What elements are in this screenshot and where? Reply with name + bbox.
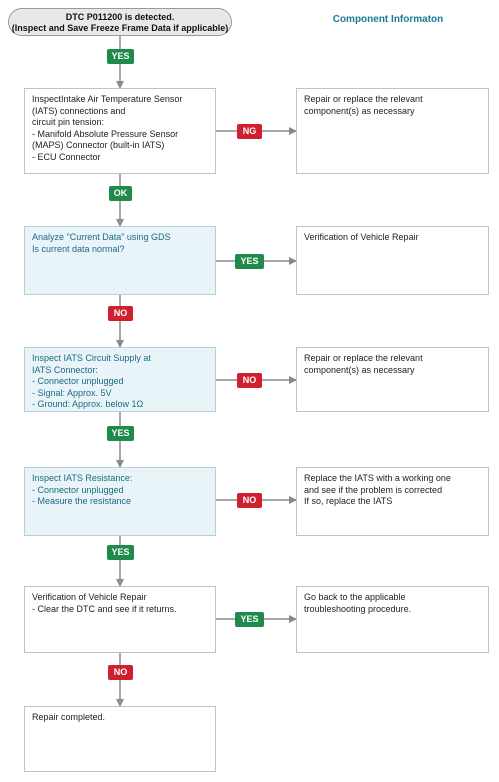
result-line: component(s) as necessary	[304, 105, 415, 116]
result-line: If so, replace the IATS	[304, 496, 393, 506]
result-line: and see if the problem is corrected	[304, 484, 443, 495]
step-line: (IATS) connections and	[32, 105, 126, 116]
step-inspect-resistance	[24, 467, 216, 536]
step-line: (MAPS) Connector (built-in IATS)	[32, 140, 165, 150]
result-line: Replace the IATS with a working one	[304, 473, 451, 483]
step-line: - Ground: Approx. below 1Ω	[32, 399, 144, 409]
step-repair-completed	[24, 706, 216, 772]
result-verification	[296, 226, 489, 295]
result-line: Go back to the applicable	[304, 592, 406, 602]
step-inspect-circuit-supply	[24, 347, 216, 412]
result-line: troubleshooting procedure.	[304, 603, 412, 614]
no-badge: NO	[237, 493, 262, 508]
step-line: InspectIntake Air Temperature Sensor	[32, 94, 183, 104]
result-line: component(s) as necessary	[304, 364, 415, 375]
step-inspect-connections	[24, 88, 216, 174]
no-badge: NO	[108, 306, 133, 321]
step-line: - Measure the resistance	[32, 496, 132, 506]
step-analyze-current-data	[24, 226, 216, 295]
step-line: Inspect IATS Resistance:	[32, 473, 133, 483]
start-line-2: (Inspect and Save Freeze Frame Data if applicable)	[11, 23, 229, 33]
result-repair-components	[296, 88, 489, 174]
yes-badge: YES	[235, 254, 264, 269]
step-line: - Connector unplugged	[32, 376, 124, 386]
step-line: - Clear the DTC and see if it returns.	[32, 603, 177, 614]
step-line: Repair completed.	[32, 712, 106, 722]
result-line: Repair or replace the relevant	[304, 353, 423, 363]
no-badge: NO	[237, 373, 262, 388]
step-line: Analyze "Current Data" using GDS	[32, 232, 171, 242]
step-line: - ECU Connector	[32, 151, 101, 162]
result-replace-iats	[296, 467, 489, 536]
step-line: - Connector unplugged	[32, 484, 124, 495]
step-line: circuit pin tension:	[32, 117, 105, 127]
step-line: Verification of Vehicle Repair	[32, 592, 147, 602]
no-badge: NO	[108, 665, 133, 680]
yes-badge: YES	[235, 612, 264, 627]
step-line: - Signal: Approx. 5V	[32, 387, 112, 398]
component-info-title: Component Informaton	[332, 14, 444, 25]
result-repair-components-2	[296, 347, 489, 412]
step-line: Inspect IATS Circuit Supply at	[32, 353, 151, 363]
ok-badge: OK	[109, 186, 132, 201]
result-line: Repair or replace the relevant	[304, 94, 423, 104]
step-line: IATS Connector:	[32, 364, 98, 375]
yes-badge: YES	[107, 49, 134, 64]
yes-badge: YES	[107, 426, 134, 441]
result-go-back	[296, 586, 489, 653]
result-line: Verification of Vehicle Repair	[304, 232, 419, 242]
start-line-1: DTC P011200 is detected.	[65, 12, 175, 22]
step-line: - Manifold Absolute Pressure Sensor	[32, 128, 179, 139]
ng-badge: NG	[237, 124, 262, 139]
step-line: Is current data normal?	[32, 243, 125, 254]
step-verification	[24, 586, 216, 653]
yes-badge: YES	[107, 545, 134, 560]
start-node	[8, 8, 232, 36]
